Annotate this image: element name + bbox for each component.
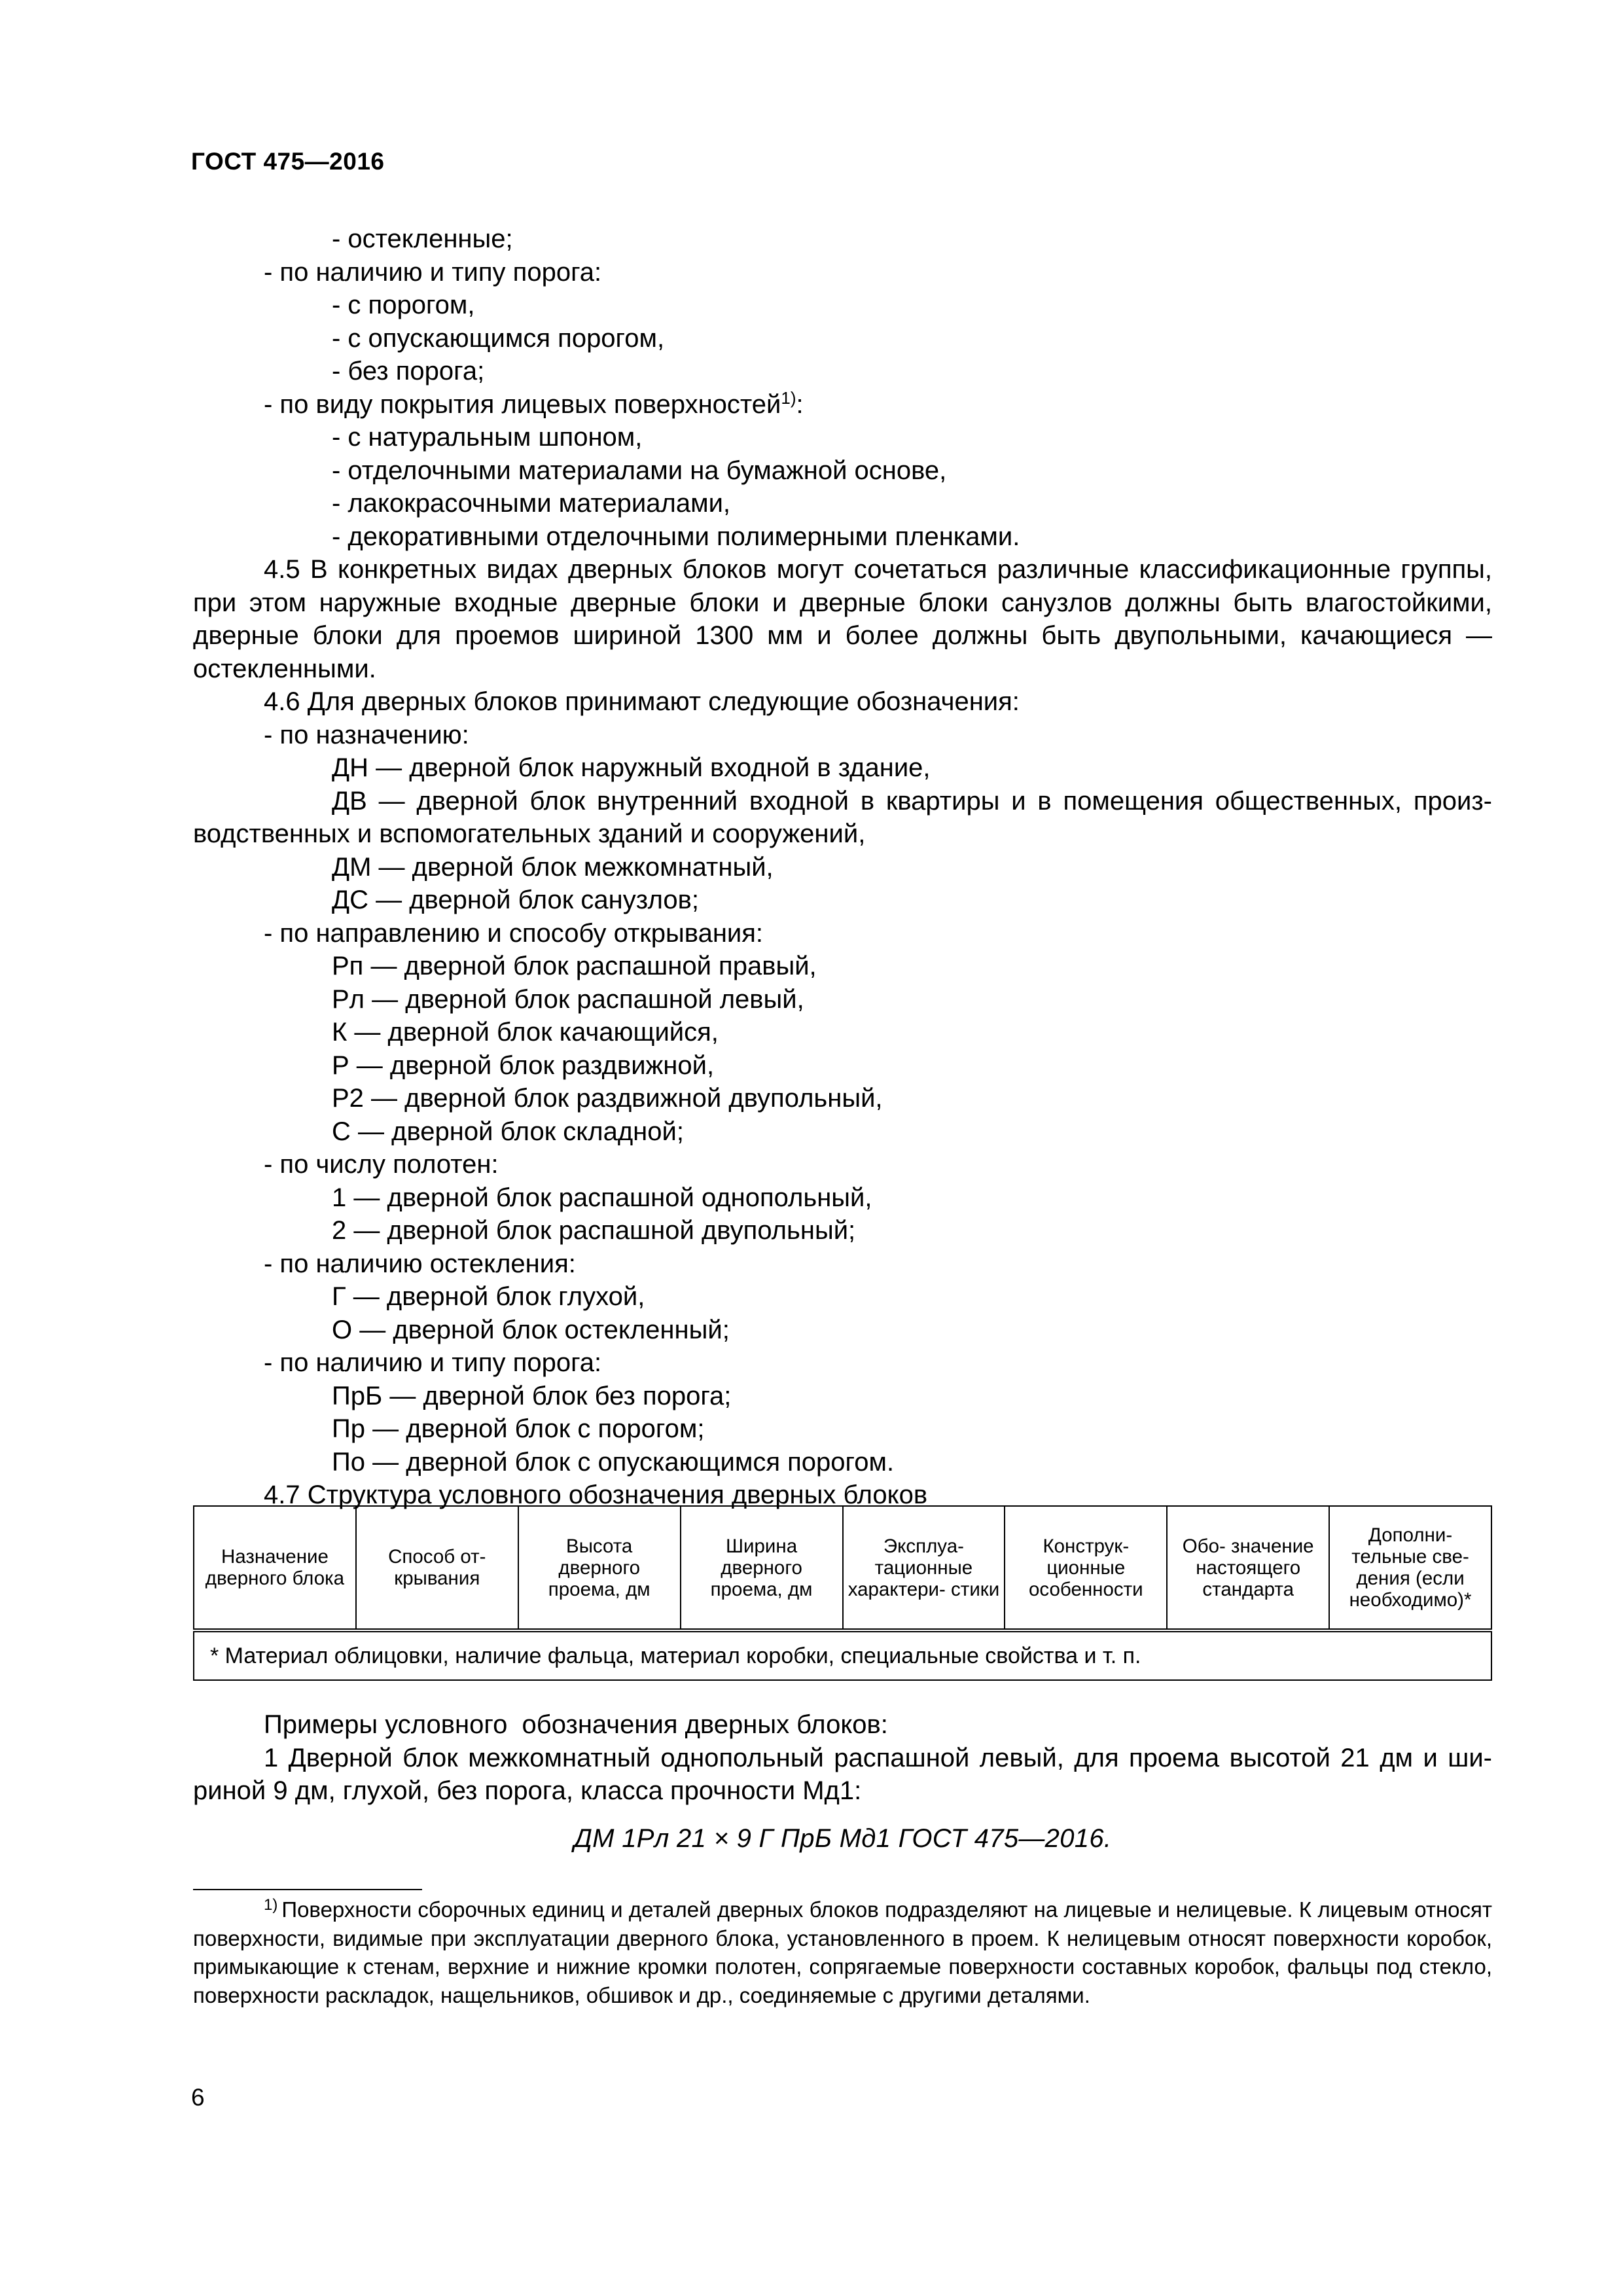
list-item: Р2 — дверной блок раздвижной двупольный, xyxy=(332,1084,883,1113)
footnote-reference: 1) xyxy=(781,387,796,408)
list-item: О — дверной блок остекленный; xyxy=(332,1315,730,1344)
list-item: - декоративными отделочными полимерными пленками. xyxy=(332,522,1020,551)
list-item: - отделочными материалами на бумажной основе, xyxy=(332,456,947,485)
table-cell: Высота дверного проема, дм xyxy=(518,1506,681,1630)
table-cell: Конструк- ционные особенности xyxy=(1005,1506,1167,1630)
table-cell: Обо- значение настоящего стандарта xyxy=(1167,1506,1329,1630)
list-item: - остекленные; xyxy=(332,224,513,253)
table-note: * Материал облицовки, наличие фальца, материал коробки, специальные свойства и т. п. xyxy=(194,1630,1491,1680)
list-item: ДМ — дверной блок межкомнатный, xyxy=(332,852,774,882)
list-item: Г — дверной блок глухой, xyxy=(332,1282,645,1311)
footnote-mark: 1) xyxy=(264,1896,278,1914)
table-cell: Ширина дверного проема, дм xyxy=(681,1506,843,1630)
list-item: - лакокрасочными материалами, xyxy=(332,489,731,518)
footnote-separator xyxy=(193,1889,422,1890)
document-header: ГОСТ 475—2016 xyxy=(191,148,385,175)
list-item: - с опускающимся порогом, xyxy=(332,323,665,353)
list-item: ДН — дверной блок наружный входной в здание, xyxy=(332,753,931,782)
list-item: ДС — дверной блок санузлов; xyxy=(332,886,700,914)
list-item: 2 — дверной блок распашной двупольный; xyxy=(332,1216,856,1245)
paragraph-4-6-intro: 4.6 Для дверных блоков принимают следующие обозначения: xyxy=(264,687,1020,716)
list-item: Пр — дверной блок с порогом; xyxy=(332,1414,705,1443)
example-text: 1 Дверной блок межкомнатный однопольный распашной левый, для проема высотой 21 дм и ши- xyxy=(264,1743,1492,1772)
list-item: ДВ — дверной блок внутренний входной в квартиры и в помещения общественных, произ- xyxy=(332,786,1492,816)
list-heading: - по наличию и типу порога: xyxy=(264,257,602,287)
list-heading-opening: - по направлению и способу открывания: xyxy=(264,918,764,948)
list-heading-text: - по виду покрытия лицевых поверхностей xyxy=(264,389,781,419)
table-cell: Эксплуа- тационные характери- стики xyxy=(843,1506,1005,1630)
footnote-text: Поверхности сборочных единиц и деталей дверных блоков подразделяют на лицевые и нелицевые. К лицевым относят поверхности, видимые при эксплуатации дверного блока, установленного в проем. К нелицевым относят поверхности коробок, примыкающие к стенам, верхние и нижние кромки полотен, сопрягаемые поверхности составных коробок, фальцы под стекло, поверхности раскладок, нащельников, обшивок и др., соединяемые с другими деталями. xyxy=(193,1897,1492,2007)
list-item: 1 — дверной блок распашной однопольный, xyxy=(332,1183,872,1212)
list-item: - без порога; xyxy=(332,357,485,386)
colon: : xyxy=(796,389,804,419)
list-item: По — дверной блок с опускающимся порогом. xyxy=(332,1447,895,1477)
list-item: Рп — дверной блок распашной правый, xyxy=(332,952,817,980)
table-header-row xyxy=(194,1506,1491,1630)
list-heading-leaves: - по числу полотен: xyxy=(264,1150,499,1179)
paragraph-4-5: 4.5 В конкретных видах дверных блоков могут сочетаться различные классификационные группы, при этом наружные входные дверные блоки и дверные блоки санузлов должны быть влагостойкими, дверные блоки для проемов шириной 1300 мм и более должны быть двупольными, качающиеся — остекленными. xyxy=(193,555,1492,683)
list-item: С — дверной блок складной; xyxy=(332,1117,684,1146)
example-text-continuation: риной 9 дм, глухой, без порога, класса прочности Мд1: xyxy=(193,1776,862,1805)
designation-formula: ДМ 1Рл 21 × 9 Г ПрБ Мд1 ГОСТ 475—2016. xyxy=(573,1823,1112,1853)
footnote xyxy=(193,1895,1492,2009)
designation-structure-table xyxy=(193,1505,1492,1681)
examples-heading: Примеры условного обозначения дверных блоков: xyxy=(264,1710,888,1739)
table-note-row xyxy=(194,1630,1491,1680)
list-item: К — дверной блок качающийся, xyxy=(332,1018,719,1047)
table-cell: Способ от- крывания xyxy=(356,1506,518,1630)
table-cell: Дополни- тельные све- дения (если необходимо)* xyxy=(1329,1506,1491,1630)
list-item: - с натуральным шпоном, xyxy=(332,423,643,452)
list-heading-glazing: - по наличию остекления: xyxy=(264,1249,576,1278)
main-text xyxy=(193,223,1492,1512)
list-item: Р — дверной блок раздвижной, xyxy=(332,1050,715,1080)
list-heading-purpose: - по назначению: xyxy=(264,720,469,749)
table-cell: Назначение дверного блока xyxy=(194,1506,356,1630)
list-heading-threshold: - по наличию и типу порога: xyxy=(264,1348,602,1377)
list-item: Рл — дверной блок распашной левый, xyxy=(332,984,804,1014)
list-item-continuation: водственных и вспомогательных зданий и сооружений, xyxy=(193,819,866,848)
examples-section xyxy=(193,1708,1492,1855)
list-item: ПрБ — дверной блок без порога; xyxy=(332,1381,732,1410)
list-item: - с порогом, xyxy=(332,291,475,319)
page-number: 6 xyxy=(191,2084,205,2111)
paragraph-4-7: 4.7 Структура условного обозначения дверных блоков xyxy=(264,1480,928,1509)
list-heading xyxy=(193,388,1492,422)
